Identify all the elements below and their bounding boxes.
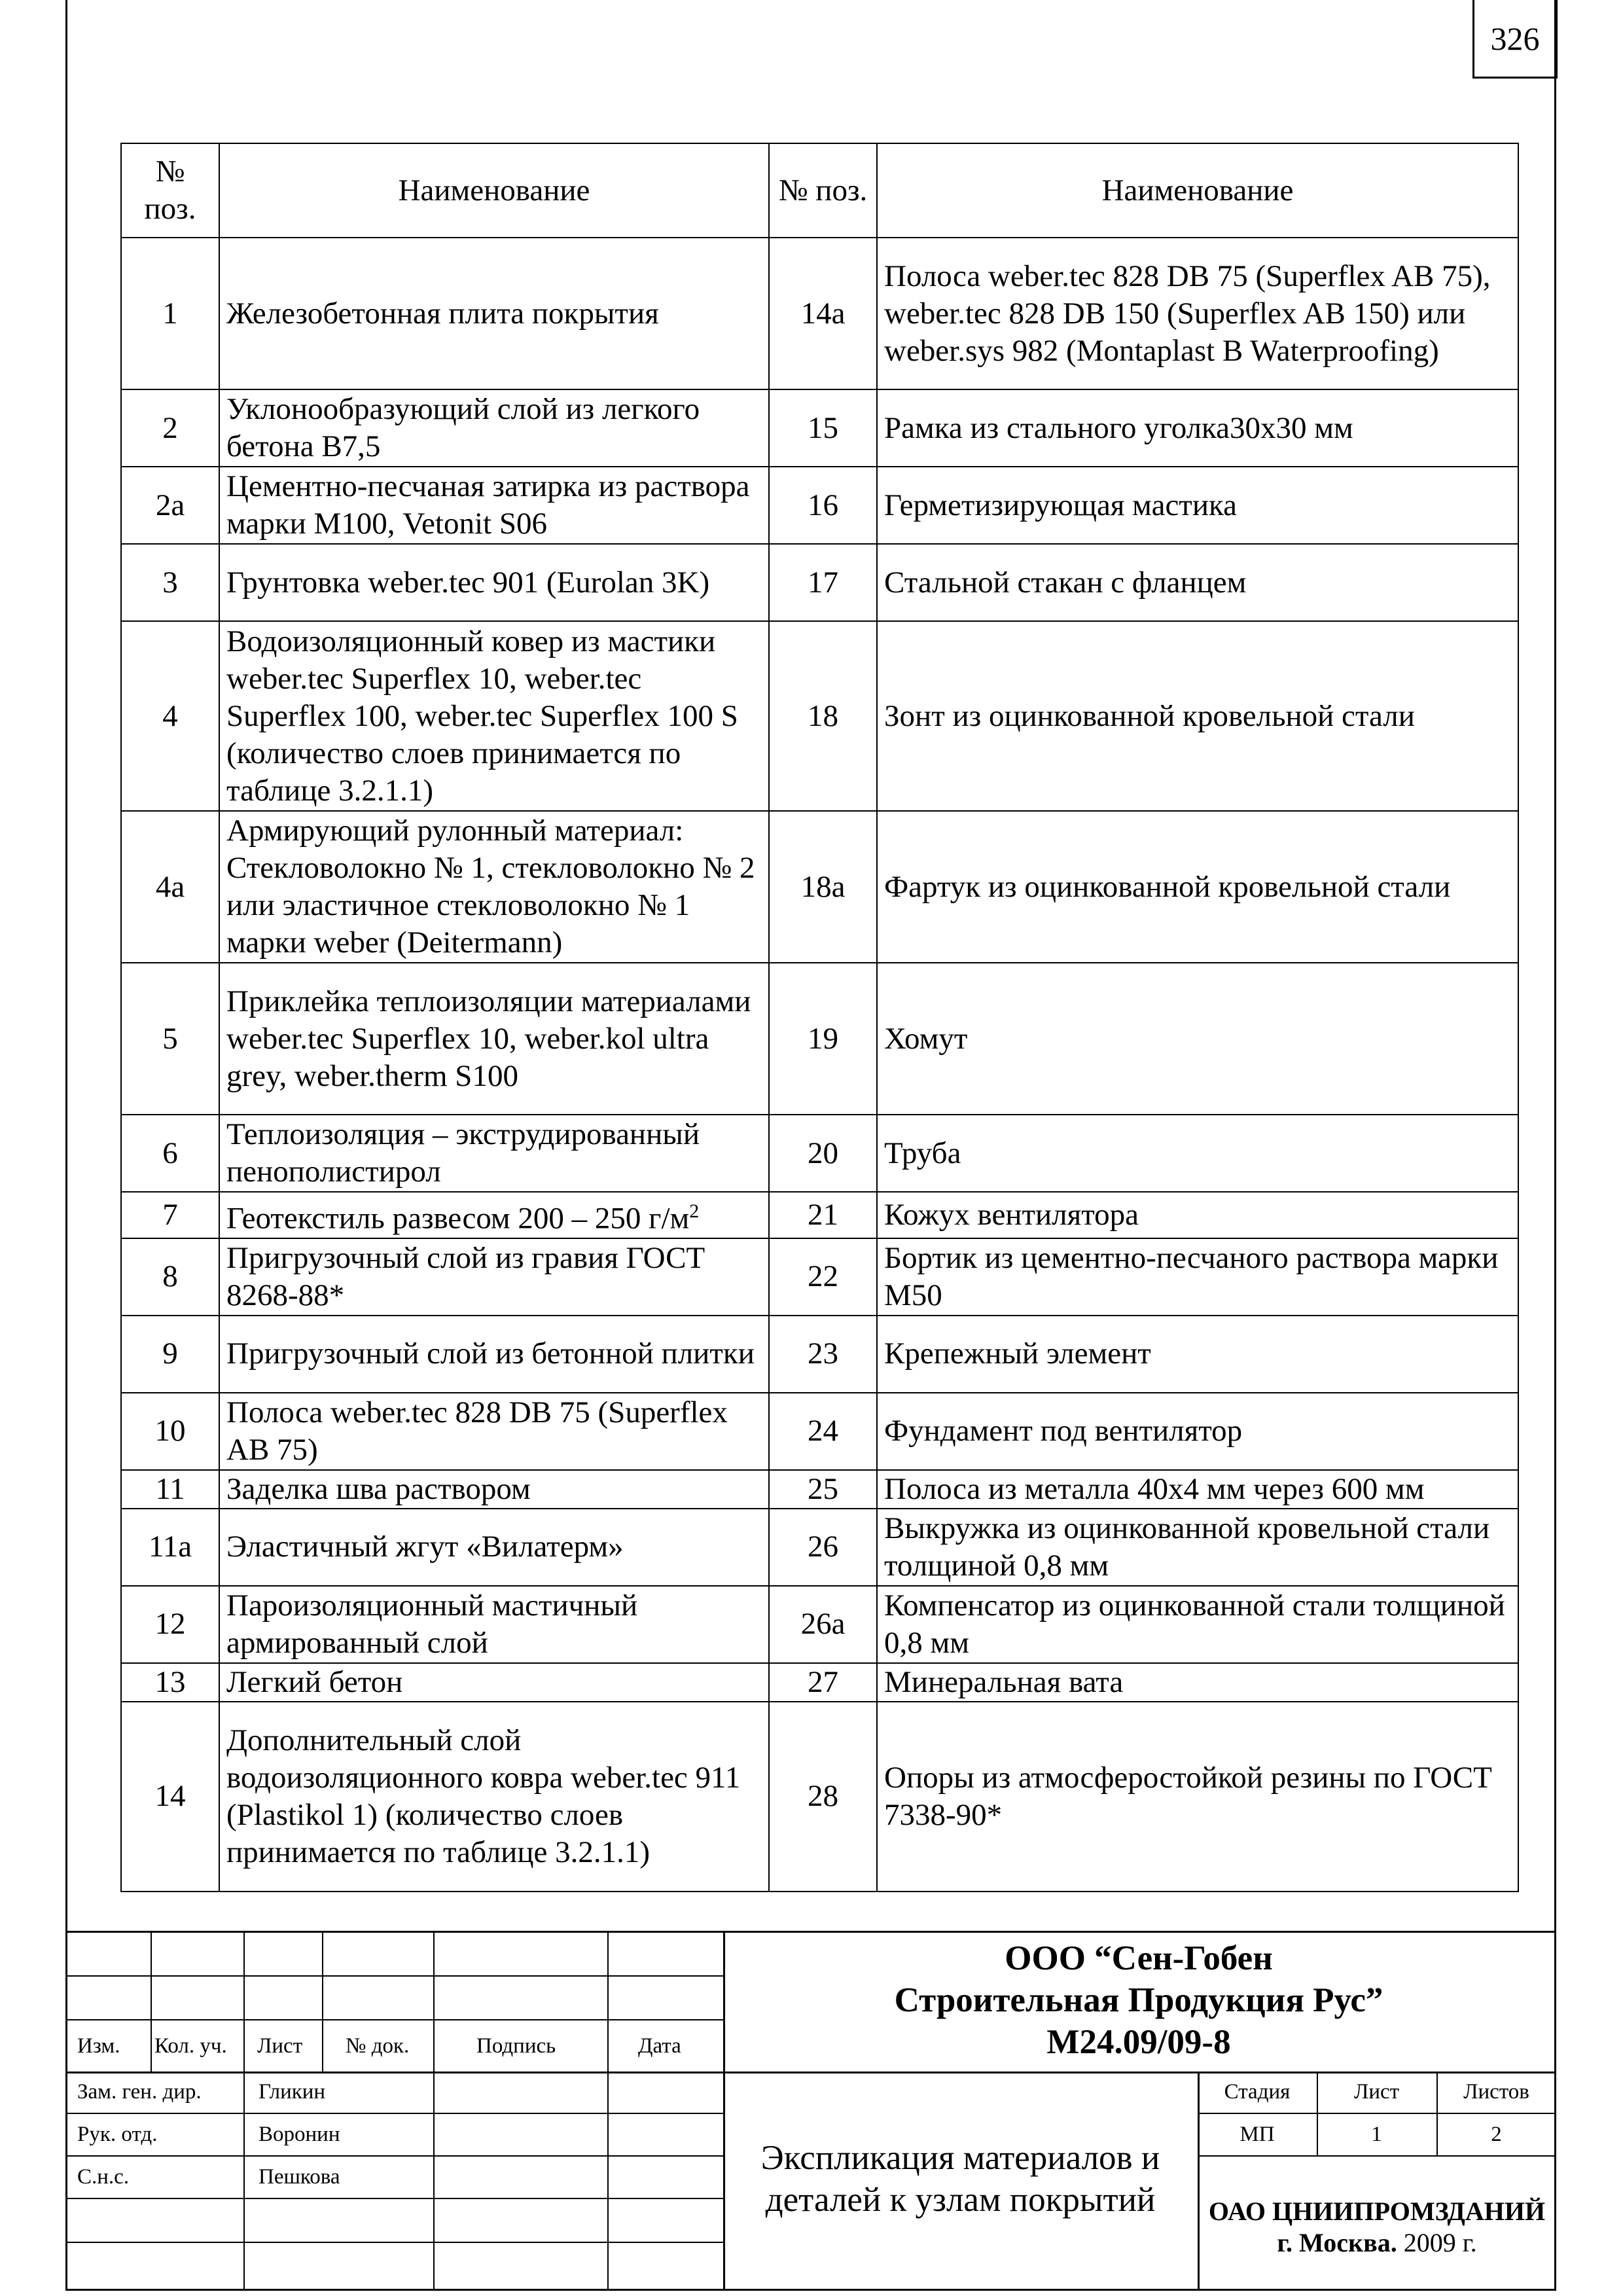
material-name-text: Уклонообразующий слой из легкого бетона В7,5 [226,392,700,463]
pos-number [769,1238,877,1316]
material-name-text: Зонт из оцинкованной кровельной стали [884,698,1415,733]
material-name [877,1663,1518,1702]
pos-number [769,963,877,1115]
material-name-text: Минеральная вата [884,1664,1124,1699]
material-name [877,1192,1518,1238]
pos-number [121,1702,219,1892]
pos-number [121,1586,219,1663]
role-deputy-director: Зам. ген. дир. [77,2080,202,2104]
pos-number [121,1192,219,1238]
material-name-text: Грунтовка weber.tec 901 (Eurolan 3K) [226,565,710,600]
pos-number-text: 4 [162,698,178,733]
material-name-text: Дополнительный слой водоизоляционного ковра weber.tec 911 (Plastikol 1) (количество слоев принимается по таблице 3.2.1.1) [226,1723,741,1869]
table-row [121,1702,1518,1892]
pos-number-text: 13 [154,1664,186,1699]
pos-number [121,1115,219,1192]
material-name [219,1663,769,1702]
table-row [121,963,1518,1115]
role-dept-head: Рук. отд. [77,2123,158,2146]
table-row [121,1192,1518,1238]
pos-number-text: 16 [808,488,838,522]
material-name [877,238,1518,389]
year: 2009 г. [1403,2228,1477,2257]
table-row [121,1316,1518,1393]
pos-number [769,389,877,467]
pos-number-text: 14 [154,1779,186,1814]
role-senior-researcher: С.н.с. [77,2165,130,2189]
material-name [219,1238,769,1316]
material-name-text: Опоры из атмосферостойкой резины по ГОСТ 7338-90* [884,1760,1492,1832]
pos-number [121,1316,219,1393]
material-name-text: Заделка шва раствором [226,1471,531,1506]
material-name [219,1316,769,1393]
pos-number-text: 11а [148,1530,192,1564]
pos-number [769,544,877,621]
pos-number-text: 2а [155,488,185,522]
sheet-header: Лист [1353,2080,1400,2104]
table-row [121,1663,1518,1702]
header-name-1: Наименование [219,143,769,238]
pos-number [769,811,877,963]
material-name-text: Хомут [884,1021,968,1056]
pos-number-text: 3 [162,565,178,600]
table-row [121,811,1518,963]
pos-number [121,811,219,963]
pos-number-text: 23 [808,1336,838,1371]
pos-number-text: 17 [808,565,838,600]
pos-number-text: 10 [154,1414,186,1448]
pos-number-text: 11 [155,1471,185,1506]
stage-value: МП [1240,2123,1275,2146]
material-name-text: Армирующий рулонный материал: Стекловолокно № 1, стекловолокно № 2 или эластичное стекловолокно № 1 марки weber (Deitermann) [226,814,755,960]
material-name [219,1393,769,1470]
table-row [121,544,1518,621]
stage-header: Стадия [1224,2080,1291,2104]
pos-number-text: 12 [154,1607,186,1641]
material-name [219,621,769,811]
material-name-text: Бортик из цементно-песчаного раствора марки М50 [884,1240,1499,1312]
material-name-text: Пригрузочный слой из гравия ГОСТ 8268-88* [226,1240,705,1312]
material-name-text: Приклейка теплоизоляции материалами weber.tec Superflex 10, weber.kol ultra grey, weber.therm S100 [226,984,751,1093]
header-name-2: Наименование [877,143,1518,238]
pos-number-text: 1 [162,296,178,331]
pos-number-text: 21 [808,1197,838,1232]
superscript: 2 [689,1200,700,1222]
institute-block [1198,2196,1556,2259]
material-name-text: Фартук из оцинкованной кровельной стали [884,869,1451,904]
document-title-line-2: деталей к узлам покрытий [765,2181,1156,2219]
pos-number-text: 9 [162,1336,178,1371]
pos-number [769,1702,877,1892]
table-row [121,1393,1518,1470]
name-voronin: Воронин [259,2123,340,2146]
material-name [219,1115,769,1192]
pos-number-text: 28 [808,1779,838,1814]
material-name [219,963,769,1115]
pos-number [769,467,877,544]
city: г. Москва. [1277,2228,1397,2257]
material-name [219,1702,769,1892]
material-name [219,238,769,389]
material-name-text: Пароизоляционный мастичный армированный слой [226,1588,638,1660]
material-name [877,1470,1518,1509]
table-row [121,467,1518,544]
material-name-text: Полоса weber.tec 828 DB 75 (Superflex AB 75), weber.tec 828 DB 150 (Superflex AB 150) или weber.sys 982 (Montaplast B Waterproofing) [884,259,1491,368]
name-peshkova: Пешкова [259,2165,340,2189]
pos-number-text: 26 [808,1530,838,1564]
pos-number [769,1470,877,1509]
pos-number-text: 14а [800,296,846,331]
col-doc-no: № док. [346,2034,410,2058]
material-name-text: Геотекстиль развесом 200 – 250 г/м [226,1201,690,1236]
material-name-text: Полоса из металла 40х4 мм через 600 мм [884,1471,1425,1506]
sheets-value: 2 [1491,2123,1502,2146]
document-title [723,2137,1198,2221]
organization-block [723,1937,1554,2063]
pos-number-text: 6 [162,1136,178,1170]
table-row [121,1509,1518,1586]
pos-number [121,1393,219,1470]
table-row [121,389,1518,467]
material-name [877,621,1518,811]
material-name-text: Выкружка из оцинкованной кровельной стали толщиной 0,8 мм [884,1511,1490,1583]
material-name-text: Теплоизоляция – экструдированный пенополистирол [226,1117,700,1189]
name-glikin: Гликин [259,2080,326,2104]
material-name [219,544,769,621]
material-name-text: Крепежный элемент [884,1336,1151,1371]
material-name [877,389,1518,467]
material-name-text: Герметизирующая мастика [884,488,1237,522]
pos-number [769,621,877,811]
material-name-text: Стальной стакан с фланцем [884,565,1247,600]
material-name-text: Эластичный жгут «Вилатерм» [226,1530,624,1564]
material-name-text: Водоизоляционный ковер из мастики weber.tec Superflex 10, weber.tec Superflex 100, weber.tec Superflex 100 S (количество слоев принимается по таблице 3.2.1.1) [226,624,738,808]
col-list: Лист [257,2034,303,2058]
material-name [219,1192,769,1238]
material-name-text: Фундамент под вентилятор [884,1414,1243,1448]
material-name [877,963,1518,1115]
pos-number-text: 15 [808,410,838,445]
material-name [219,1586,769,1663]
pos-number [121,621,219,811]
pos-number [769,1192,877,1238]
material-name-text: Цементно-песчаная затирка из раствора марки М100, Vetonit S06 [226,469,750,541]
material-name [219,467,769,544]
table-header-row [121,143,1518,238]
pos-number [121,1663,219,1702]
pos-number-text: 24 [808,1414,838,1448]
pos-number-text: 20 [808,1136,838,1170]
material-name-text: Полоса weber.tec 828 DB 75 (Superflex AB 75) [226,1395,728,1467]
table-row [121,621,1518,811]
material-name-text: Рамка из стального уголка30х30 мм [884,410,1353,445]
material-name [877,1393,1518,1470]
material-name-text: Железобетонная плита покрытия [226,296,659,331]
table-row [121,1586,1518,1663]
document-title-line-1: Экспликация материалов и [760,2139,1160,2177]
material-name-text: Кожух вентилятора [884,1197,1139,1232]
table-row [121,1115,1518,1192]
pos-number [121,238,219,389]
pos-number-text: 19 [808,1021,838,1056]
col-kol-uch: Кол. уч. [154,2034,227,2058]
material-name [219,1470,769,1509]
pos-number-text: 26а [800,1607,846,1641]
pos-number [121,467,219,544]
material-name [877,1586,1518,1663]
material-name [219,389,769,467]
material-name-text: Компенсатор из оцинкованной стали толщиной 0,8 мм [884,1588,1505,1660]
pos-number [769,1586,877,1663]
col-signature: Подпись [476,2034,556,2058]
material-name [877,467,1518,544]
pos-number-text: 4а [155,869,185,904]
material-name [877,1238,1518,1316]
pos-number [769,238,877,389]
material-name [877,811,1518,963]
pos-number [121,963,219,1115]
page-number: 326 [1472,0,1558,79]
header-pos-1: № поз. [121,143,219,238]
org-line-1: ООО “Сен-Гобен [1005,1939,1273,1977]
table-row [121,1238,1518,1316]
table-row [121,1470,1518,1509]
pos-number-text: 2 [162,410,178,445]
pos-number-text: 8 [162,1259,178,1294]
pos-number-text: 18а [800,869,846,904]
pos-number [769,1663,877,1702]
materials-table [120,143,1519,1892]
material-name [877,1316,1518,1393]
pos-number-text: 7 [162,1197,178,1232]
pos-number [769,1393,877,1470]
document-code: М24.09/09-8 [1046,2023,1231,2061]
institute-name: ОАО ЦНИИПРОМЗДАНИЙ [1208,2197,1546,2226]
material-name-text: Труба [884,1136,961,1170]
pos-number-text: 22 [808,1259,838,1294]
pos-number [769,1115,877,1192]
material-name [877,1509,1518,1586]
pos-number-text: 18 [808,698,838,733]
pos-number [121,389,219,467]
material-name [219,1509,769,1586]
material-name-text: Пригрузочный слой из бетонной плитки [226,1336,755,1371]
material-name [877,1702,1518,1892]
material-name [877,1115,1518,1192]
org-line-2: Строительная Продукция Рус” [894,1981,1383,2019]
pos-number-text: 25 [808,1471,838,1506]
material-name-text: Легкий бетон [226,1664,403,1699]
sheets-header: Листов [1463,2080,1529,2104]
pos-number [121,1238,219,1316]
table-row [121,238,1518,389]
pos-number [769,1316,877,1393]
col-izm: Изм. [77,2034,120,2058]
material-name [219,811,769,963]
pos-number-text: 27 [808,1664,838,1699]
pos-number [121,1470,219,1509]
pos-number [769,1509,877,1586]
pos-number [121,544,219,621]
pos-number-text: 5 [162,1021,178,1056]
sheet-value: 1 [1371,2123,1382,2146]
pos-number [121,1509,219,1586]
col-date: Дата [638,2034,681,2058]
header-pos-2: № поз. [769,143,877,238]
material-name [877,544,1518,621]
